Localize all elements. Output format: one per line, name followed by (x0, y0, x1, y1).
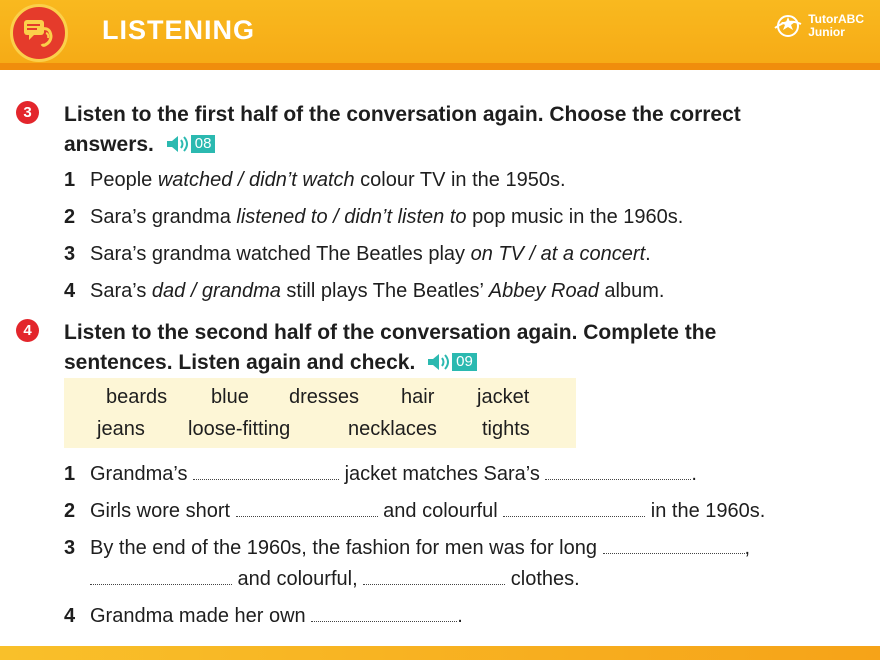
answer-blank[interactable] (90, 571, 232, 585)
word-bank-item: beards (106, 386, 168, 408)
page-title: LISTENING (102, 15, 256, 45)
answer-blank[interactable] (363, 571, 505, 585)
album-title: Abbey Road (488, 280, 599, 302)
audio-track-button[interactable] (166, 135, 216, 153)
answer-blank[interactable] (503, 503, 645, 517)
list-item: 3 By the end of the 1960s, the fashion for men was for long , (64, 537, 751, 559)
word-bank-item: necklaces (348, 418, 437, 440)
list-item: 4 Sara’s dad / grandma still plays The Beatles’ Abbey Road album. (64, 280, 665, 302)
speaker-icon (166, 135, 190, 153)
choice-option[interactable]: watched / didn’t watch (157, 169, 355, 191)
word-bank-item: jacket (477, 386, 530, 408)
word-bank-item: tights (482, 418, 530, 440)
answer-blank[interactable] (236, 503, 378, 517)
answer-blank[interactable] (193, 466, 339, 480)
word-bank-item: dresses (289, 386, 360, 408)
audio-track-button[interactable] (427, 353, 477, 371)
tutorabc-logo-icon (773, 13, 803, 39)
choice-option[interactable]: listened to / didn’t listen to (236, 206, 467, 228)
word-bank-item: loose-fitting (188, 418, 291, 440)
listening-icon (22, 17, 56, 49)
list-item: 2 Girls wore short and colourful in the 1960s. (64, 500, 766, 522)
footer-bar (0, 646, 880, 660)
answer-blank[interactable] (545, 466, 691, 480)
header-bar (0, 0, 880, 70)
brand-name: TutorABC (808, 12, 864, 26)
word-bank-item: jeans (97, 418, 145, 440)
exercise-instructions: Listen to the second half of the conversation again. Complete the sentences. Listen again and check. 09 (64, 321, 717, 374)
exercise-instructions: Listen to the first half of the conversation again. Choose the correct answers. 08 (64, 103, 741, 156)
choice-option[interactable]: on TV / at a concert (470, 243, 646, 265)
track-number: 09 (452, 353, 477, 371)
speaker-icon (427, 353, 451, 371)
brand-sub: Junior (808, 25, 845, 39)
exercise-number: 4 (16, 319, 39, 342)
word-bank-item: hair (401, 386, 435, 408)
choice-option[interactable]: dad / grandma (151, 280, 281, 302)
exercise-3 (16, 100, 856, 310)
list-item: 3 Sara’s grandma watched The Beatles play on TV / at a concert. (64, 243, 651, 265)
word-bank-item: blue (211, 386, 249, 408)
list-item: 2 Sara’s grandma listened to / didn’t listen to pop music in the 1960s. (64, 206, 684, 228)
answer-blank[interactable] (311, 608, 457, 622)
list-item: 1 Grandma’s jacket matches Sara’s . (64, 463, 697, 485)
answer-blank[interactable] (603, 540, 745, 554)
list-item: 4 Grandma made her own . (64, 605, 463, 627)
listening-badge (10, 4, 68, 62)
exercise-number: 3 (16, 101, 39, 124)
word-bank (64, 378, 576, 448)
track-number: 08 (191, 135, 216, 153)
list-item: 1 People watched / didn’t watch colour TV in the 1950s. (64, 169, 566, 191)
list-item-continued: and colourful, clothes. (90, 565, 580, 593)
brand-logo (773, 13, 864, 39)
